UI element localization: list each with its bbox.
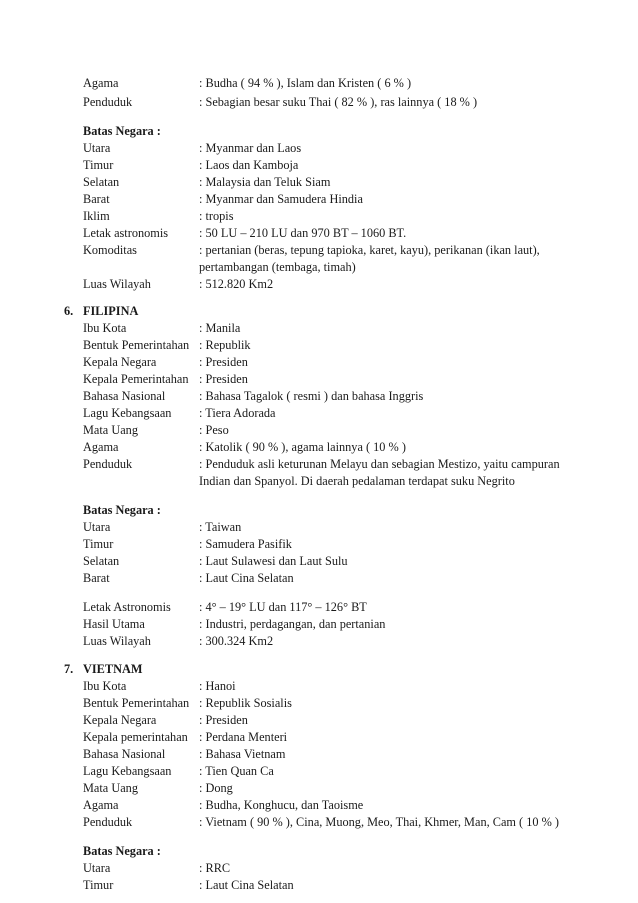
vn-kepneg-value: : Presiden	[199, 713, 248, 727]
vn-keppem-label: Kepala pemerintahan	[83, 730, 188, 744]
ph-barat-value: : Laut Cina Selatan	[199, 571, 294, 585]
thai-selatan-value: : Malaysia dan Teluk Siam	[199, 175, 331, 189]
thai-selatan-label: Selatan	[83, 175, 120, 189]
ph-penduduk-value: : Penduduk asli keturunan Melayu dan sebagian Mestizo, yaitu campuran	[199, 457, 560, 471]
agama-label: Agama	[83, 76, 119, 90]
agama-value: : Budha ( 94 % ), Islam dan Kristen ( 6 % )	[199, 76, 412, 90]
ph-hasil-label: Hasil Utama	[83, 617, 145, 631]
thai-letak-label: Letak astronomis	[83, 226, 169, 240]
filipina-heading: FILIPINA	[83, 304, 139, 318]
vn-penduduk-value: : Vietnam ( 90 % ), Cina, Muong, Meo, Thai, Khmer, Man, Cam ( 10 % )	[199, 815, 559, 829]
ph-kepneg-label: Kepala Negara	[83, 355, 157, 369]
vietnam-number: 7.	[64, 662, 74, 676]
ph-utara-value: : Taiwan	[199, 520, 242, 534]
vn-agama-label: Agama	[83, 798, 119, 812]
thai-komoditas-value: : pertanian (beras, tepung tapioka, karet, kayu), perikanan (ikan laut),	[199, 243, 540, 257]
thai-utara-value: : Myanmar dan Laos	[199, 141, 302, 155]
vn-lagu-value: : Tien Quan Ca	[199, 764, 274, 778]
ph-batas-heading: Batas Negara :	[83, 503, 161, 517]
ph-timur-value: : Samudera Pasifik	[199, 537, 292, 551]
thai-utara-label: Utara	[83, 141, 111, 155]
batas-negara-heading: Batas Negara :	[83, 124, 161, 138]
ph-bahasa-value: : Bahasa Tagalok ( resmi ) dan bahasa Inggris	[199, 389, 424, 403]
thai-letak-value: : 50 LU – 210 LU dan 970 BT – 1060 BT.	[199, 226, 407, 240]
ph-utara-label: Utara	[83, 520, 111, 534]
ph-luas-value: : 300.324 Km2	[199, 634, 274, 648]
ph-keppem-value: : Presiden	[199, 372, 248, 386]
ph-letak-value: : 4° – 19° LU dan 117° – 126° BT	[199, 600, 367, 614]
vn-bentuk-label: Bentuk Pemerintahan	[83, 696, 190, 710]
ph-agama-value: : Katolik ( 90 % ), agama lainnya ( 10 % )	[199, 440, 406, 454]
ph-agama-label: Agama	[83, 440, 119, 454]
ph-barat-label: Barat	[83, 571, 110, 585]
ph-ibukota-label: Ibu Kota	[83, 321, 127, 335]
penduduk-label: Penduduk	[83, 95, 133, 109]
ph-lagu-label: Lagu Kebangsaan	[83, 406, 172, 420]
ph-matauang-label: Mata Uang	[83, 423, 138, 437]
vn-matauang-value: : Dong	[199, 781, 233, 795]
thai-timur-value: : Laos dan Kamboja	[199, 158, 299, 172]
thai-komoditas-value-cont: pertambangan (tembaga, timah)	[199, 260, 356, 274]
ph-ibukota-value: : Manila	[199, 321, 241, 335]
ph-selatan-label: Selatan	[83, 554, 120, 568]
thai-barat-value: : Myanmar dan Samudera Hindia	[199, 192, 363, 206]
vietnam-heading: VIETNAM	[83, 662, 143, 676]
thai-komoditas-label: Komoditas	[83, 243, 137, 257]
vn-bentuk-value: : Republik Sosialis	[199, 696, 292, 710]
vn-timur-label: Timur	[83, 878, 114, 892]
thai-timur-label: Timur	[83, 158, 114, 172]
ph-letak-label: Letak Astronomis	[83, 600, 171, 614]
vn-agama-value: : Budha, Konghucu, dan Taoisme	[199, 798, 364, 812]
ph-selatan-value: : Laut Sulawesi dan Laut Sulu	[199, 554, 348, 568]
vn-penduduk-label: Penduduk	[83, 815, 133, 829]
vn-ibukota-value: : Hanoi	[199, 679, 236, 693]
ph-lagu-value: : Tiera Adorada	[199, 406, 276, 420]
filipina-number: 6.	[64, 304, 74, 318]
vn-bahasa-value: : Bahasa Vietnam	[199, 747, 286, 761]
penduduk-value: : Sebagian besar suku Thai ( 82 % ), ras lainnya ( 18 % )	[199, 95, 478, 109]
vn-bahasa-label: Bahasa Nasional	[83, 747, 166, 761]
ph-penduduk-value-cont: Indian dan Spanyol. Di daerah pedalaman terdapat suku Negrito	[199, 474, 515, 488]
vn-matauang-label: Mata Uang	[83, 781, 138, 795]
vn-ibukota-label: Ibu Kota	[83, 679, 127, 693]
vn-kepneg-label: Kepala Negara	[83, 713, 157, 727]
vn-keppem-value: : Perdana Menteri	[199, 730, 288, 744]
thai-iklim-value: : tropis	[199, 209, 234, 223]
thai-iklim-label: Iklim	[83, 209, 110, 223]
ph-keppem-label: Kepala Pemerintahan	[83, 372, 189, 386]
vn-batas-heading: Batas Negara :	[83, 844, 161, 858]
vn-utara-value: : RRC	[199, 861, 231, 875]
ph-kepneg-value: : Presiden	[199, 355, 248, 369]
thai-luas-value: : 512.820 Km2	[199, 277, 274, 291]
ph-matauang-value: : Peso	[199, 423, 229, 437]
ph-timur-label: Timur	[83, 537, 114, 551]
ph-luas-label: Luas Wilayah	[83, 634, 151, 648]
vn-lagu-label: Lagu Kebangsaan	[83, 764, 172, 778]
ph-penduduk-label: Penduduk	[83, 457, 133, 471]
ph-bentuk-label: Bentuk Pemerintahan	[83, 338, 190, 352]
ph-hasil-value: : Industri, perdagangan, dan pertanian	[199, 617, 386, 631]
vn-utara-label: Utara	[83, 861, 111, 875]
thai-barat-label: Barat	[83, 192, 110, 206]
ph-bahasa-label: Bahasa Nasional	[83, 389, 166, 403]
ph-bentuk-value: : Republik	[199, 338, 251, 352]
thai-luas-label: Luas Wilayah	[83, 277, 151, 291]
vn-timur-value: : Laut Cina Selatan	[199, 878, 294, 892]
